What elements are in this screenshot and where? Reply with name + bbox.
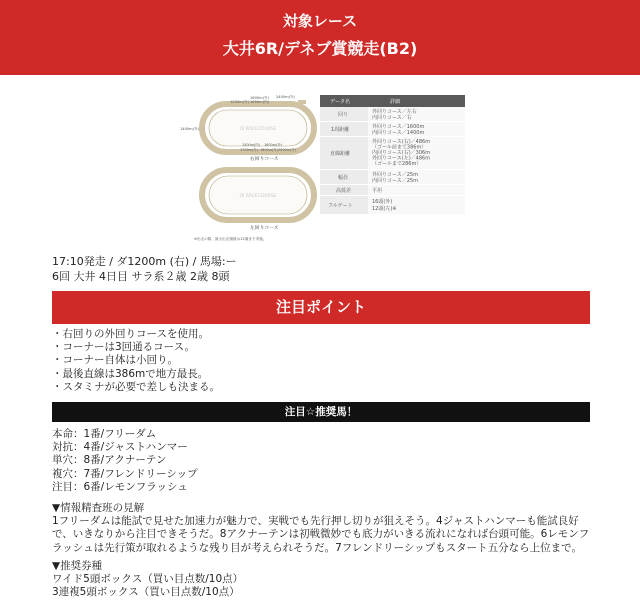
course-data-table: [320, 95, 465, 214]
table-row-name: フルゲート: [328, 203, 353, 209]
table-row-detail: 内回りコース／右: [372, 115, 412, 121]
list-item: ・右回りの外回りコースを使用。: [52, 328, 209, 340]
banner-label: 対象レース: [282, 12, 358, 30]
dist-mid-2: 1600m(外): [264, 143, 282, 147]
table-row-detail: 12頭(左)※: [372, 206, 397, 212]
attention-points: [52, 328, 220, 394]
race-info: [52, 254, 237, 284]
table-row-detail: 内回りコース／1400m: [372, 130, 425, 136]
race-title: 大井6R/デネブ賞競走(B2): [222, 39, 418, 58]
course-map: [178, 90, 468, 250]
analysis-heading: ▼情報精査班の見解: [52, 502, 145, 514]
header-banner: [0, 0, 640, 75]
pick-item: 対抗：4番/ジャストハンマー: [52, 441, 188, 454]
pick-item: 本命：1番/フリーダム: [52, 428, 157, 440]
table-row-detail: 外回りコース／左右: [372, 109, 417, 115]
table-row-detail: 内回りコース(右)／306m: [372, 150, 431, 156]
table-row-detail: （ゴール前まで386m）: [372, 144, 427, 151]
table-row-detail: 16頭(外): [372, 199, 393, 205]
table-row-detail: 内回りコース／25m: [372, 178, 418, 184]
table-row-name: 幅員: [338, 175, 349, 181]
bets-heading: ▼推奨券種: [52, 560, 103, 572]
race-info-line: 17:10発走 / ダ1200m (右) / 馬場:ー: [52, 255, 237, 268]
dist-top-3: 1650m(内): [250, 100, 270, 104]
recommend-heading: 注目☆推奨馬！: [52, 402, 590, 422]
table-row-detail: 外回りコース／25m: [372, 172, 418, 178]
bet-item: ワイド5頭ボックス（買い目点数/10点）: [52, 573, 244, 586]
inner-field-text: OI RACECOURSE: [239, 194, 277, 199]
table-row-detail: 平坦: [372, 188, 383, 194]
recommend-picks: [52, 428, 198, 494]
outer-field-text: OI RACECOURSE: [239, 127, 277, 132]
table-row-name: 1周距離: [331, 127, 350, 133]
table-header-detail: 詳細: [390, 99, 401, 105]
attention-heading: 注目ポイント: [52, 291, 590, 324]
course-diagram: [178, 90, 468, 250]
list-item: ・コーナー自体は小回り。: [52, 354, 178, 367]
table-row-detail: 外回りコース／1600m: [372, 124, 425, 130]
table-row-name: 回り: [338, 112, 349, 118]
bet-item: 3連複5頭ボックス（買い目点数/10点）: [52, 586, 240, 599]
dist-top-4: 2400m(外): [276, 95, 296, 99]
course-footnote: ※出走の際、最大出走頭数は12頭まで実施。: [194, 237, 267, 241]
dist-top-1: 1200m(外): [230, 100, 250, 104]
table-row-name: 高低差: [336, 188, 352, 194]
list-item: ・最後直線は386mで地方最長。: [52, 367, 209, 380]
dist-top-2: 1600m(外): [250, 96, 270, 100]
dist-mid-1: 1500m(内): [242, 143, 260, 147]
table-header-name: データ名: [330, 99, 351, 105]
dist-left: 1400m(外): [180, 127, 200, 131]
bets-section: [52, 560, 243, 600]
pick-item: 単穴：8番/アクナーテン: [52, 454, 167, 467]
pick-item: 複穴：7番/フレンドリーシップ: [52, 467, 198, 480]
dist-mid-4: 1800m(外): [260, 148, 278, 152]
list-item: ・コーナーは3回通るコース。: [52, 341, 195, 354]
pick-item: 注目：6番/レモンフラッシュ: [52, 480, 188, 493]
dist-mid-3: 1700m(外): [240, 148, 258, 152]
inner-course-track: [202, 170, 314, 220]
outer-course-label: 右回りコース: [250, 157, 279, 162]
inner-course-label: 左回りコース: [250, 226, 279, 231]
analysis-section: [52, 502, 592, 555]
analysis-text: 1フリーダムは能試で見せた加速力が魅力で、実戦でも先行押し切りが狙えそう。4ジャストハンマーも能試良好で、いきなりから注目できそうだ。8アクナーテンは初戦微妙でも底力がいきる流れになれば台頭可能。6レモンフラッシュは先行策が取れるような残り目が考えられそうだ。7フレンドリーシップもスタート五分なら上位まで。: [52, 515, 590, 554]
table-row-name: 直線距離: [330, 151, 351, 157]
table-row-detail: 外回りコース(右)／486m: [372, 139, 431, 145]
table-row-detail: 外回りコース(左)／486m: [372, 155, 431, 162]
table-row-detail: （ゴールまで286m）: [372, 161, 422, 167]
race-info-line: 6回 大井 4日目 サラ系２歳 2歳 8頭: [52, 270, 230, 283]
list-item: ・スタミナが必要で差しも決まる。: [52, 380, 220, 393]
dist-mid-5: 2000m(外): [278, 148, 296, 152]
